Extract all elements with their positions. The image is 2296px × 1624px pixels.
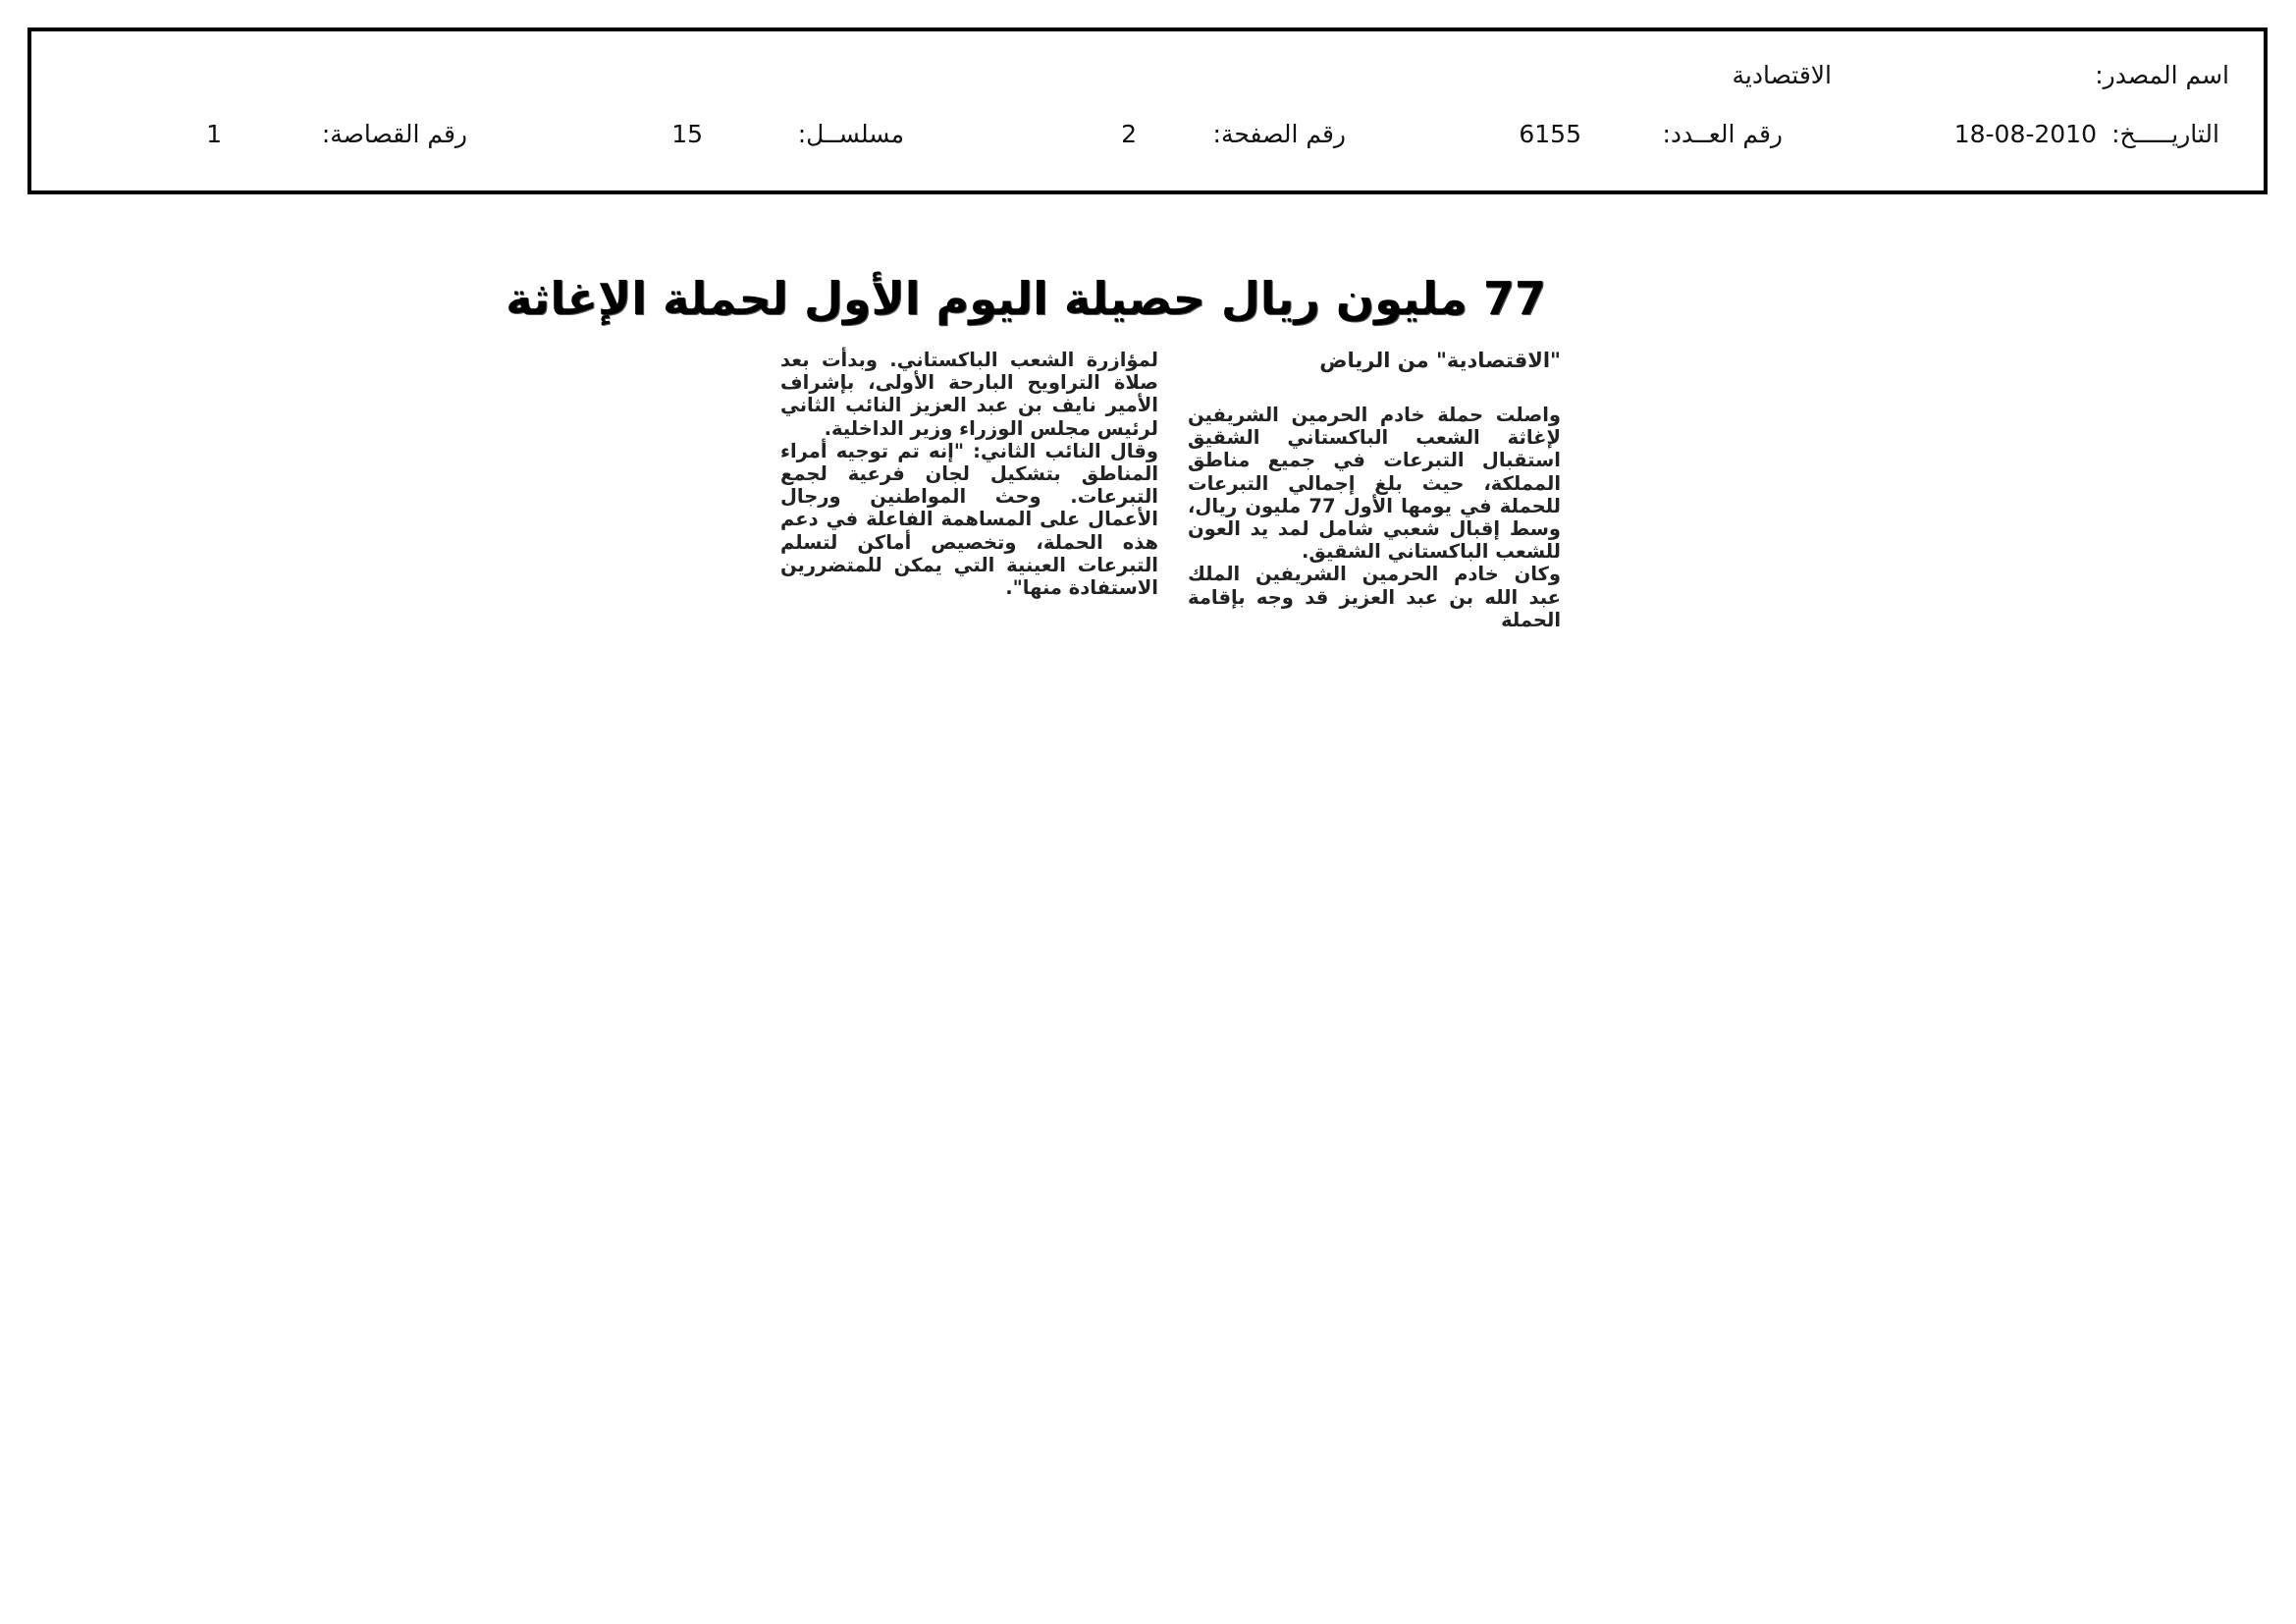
- serial-value: 15: [671, 120, 703, 148]
- article-paragraph: وكان خادم الحرمين الشريفين الملك عبد الله بن عبد العزيز قد وجه بإقامة الحملة: [1188, 563, 1561, 631]
- source-value: الاقتصادية: [1732, 61, 1832, 89]
- issue-value: 6155: [1519, 120, 1581, 148]
- clip-number-label: رقم القصاصة:: [321, 120, 467, 148]
- article-column-right: [1188, 404, 1561, 631]
- clipping-header-box: [27, 27, 2268, 194]
- page-label: رقم الصفحة:: [1212, 120, 1346, 148]
- issue-label: رقم العــدد:: [1662, 120, 1783, 148]
- serial-label: مسلســل:: [797, 120, 904, 148]
- article-paragraph: لمؤازرة الشعب الباكستاني. وبدأت بعد صلاة التراويح البارحة الأولى، بإشراف الأمير نايف بن عبد العزيز النائب الثاني لرئيس مجلس الوزراء وزير الداخلية.: [780, 349, 1158, 440]
- newspaper-clipping: [506, 250, 1585, 668]
- article-paragraph: وقال النائب الثاني: "إنه تم توجيه أمراء المناطق بتشكيل لجان فرعية لجمع التبرعات. وحث المواطنين ورجال الأعمال على المساهمة الفاعلة في دعم هذه الحملة، وتخصيص أماكن لتسلم التبرعات العينية التي يمكن للمتضررين الاستفادة منها".: [780, 439, 1158, 600]
- source-label: اسم المصدر:: [2095, 61, 2229, 89]
- article-paragraph: واصلت حملة خادم الحرمين الشريفين لإغاثة الشعب الباكستاني الشقيق استقبال التبرعات في جميع مناطق المملكة، حيث بلغ إجمالي التبرعات للحملة في يومها الأول 77 مليون ريال، وسط إقبال شعبي شامل لمد يد العون للشعب الباكستاني الشقيق.: [1188, 404, 1561, 564]
- page-value: 2: [1121, 120, 1137, 148]
- article-headline: 77 مليون ريال حصيلة اليوم الأول لحملة الإغاثة: [506, 272, 1546, 325]
- date-label: التاريـــــخ:: [2111, 120, 2219, 148]
- article-column-left: [780, 349, 1158, 599]
- date-value: 18-08-2010: [1953, 120, 2097, 148]
- clip-number-value: 1: [206, 120, 222, 148]
- article-byline: "الاقتصادية" من الرياض: [1319, 349, 1561, 372]
